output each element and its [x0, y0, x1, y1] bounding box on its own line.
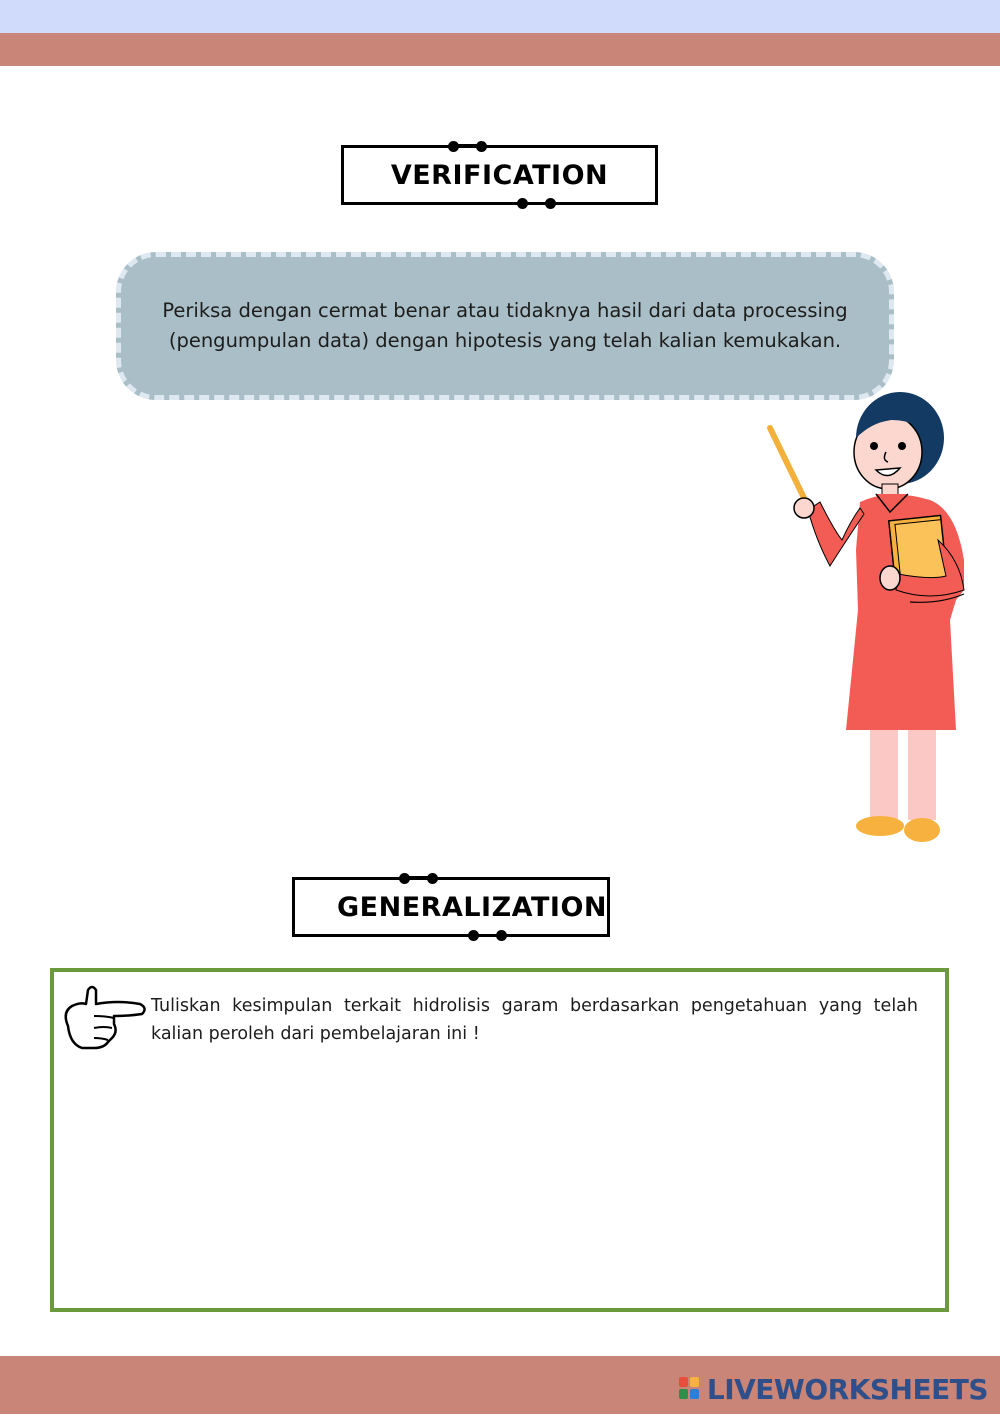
top-light-band: [0, 0, 1000, 33]
liveworksheets-logo-icon: [679, 1377, 701, 1401]
verification-title-frame: [341, 145, 658, 205]
verification-instruction: Periksa dengan cermat benar atau tidaknya hasil dari data processing (pengumpulan data) dengan hipotesis yang telah kalian kemukakan.: [162, 299, 848, 352]
top-accent-band: [0, 33, 1000, 66]
verification-title: VERIFICATION: [390, 159, 609, 191]
liveworksheets-brand: [679, 1372, 988, 1406]
generalization-instruction: Tuliskan kesimpulan terkait hidrolisis garam berdasarkan pengetahuan yang telah kalian peroleh dari pembelajaran ini !: [151, 996, 918, 1044]
generalization-title-frame: [292, 877, 610, 937]
teacher-illustration: [760, 390, 975, 850]
brand-name: LIVEWORKSHEETS: [706, 1372, 988, 1406]
pointing-hand-icon: [58, 982, 148, 1054]
generalization-title: GENERALIZATION: [337, 891, 607, 923]
verification-instruction-bubble: [116, 252, 894, 400]
